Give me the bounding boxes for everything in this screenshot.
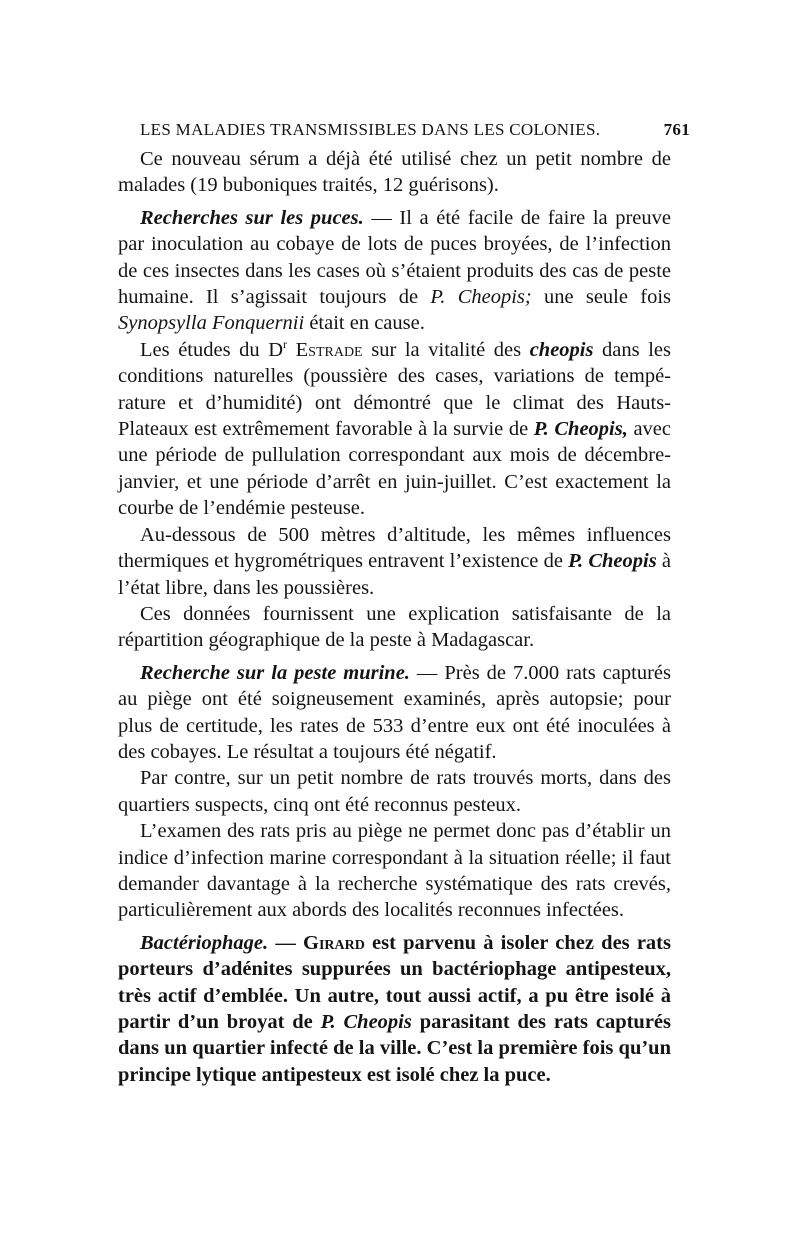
paragraph-text: à l’état libre, dans les poussières. [118, 550, 671, 599]
species-name: Synopsylla Fonquernii [118, 312, 305, 335]
species-name: P. Cheopis; [430, 286, 532, 309]
paragraph-puces [118, 205, 671, 337]
paragraph-text: L’examen des rats pris au piège ne permet donc pas d’établir un indice d’infection marine correspondant à la situation réelle; il faut demander davantage à la recherche systématique des rats crevés, particulièrement aux abords des localités reconnues infectées. [118, 820, 671, 922]
species-name: cheopis [529, 338, 594, 361]
paragraph-text: une seule fois [531, 286, 671, 309]
title-superscript: r [283, 337, 288, 352]
paragraph-par-contre [118, 765, 671, 818]
paragraph-text: est parvenu à isoler chez des rats porteurs d’adénites suppurées un bactériophage antipesteux, très actif d’emblée. Un autre, tout aussi actif, a pu être isolé à partir d’un broyat de [118, 931, 671, 1033]
paragraph-text: Par contre, sur un petit nombre de rats trouvés morts, dans des quartiers suspects, cinq ont été reconnus pesteux. [118, 767, 671, 816]
running-header [140, 120, 690, 146]
paragraph-examen [118, 818, 671, 924]
species-name: P. Cheopis [568, 550, 657, 573]
paragraph-text: — [268, 931, 303, 954]
section-heading-peste-murine: Recherche sur la peste murine. [140, 661, 410, 684]
paragraph-text: — Il a été facile de faire la preuve par inoculation au cobaye de lots de puces broyées, de l’infection de ces insectes dans les cases où s’étaient produits des cas de peste humaine. Il s’agissait toujours de [118, 206, 671, 309]
paragraph-text: Au-dessous de 500 mètres d’altitude, les mêmes influences thermiques et hygrométriques entravent l’existence de [118, 523, 671, 573]
page-number: 761 [663, 120, 690, 139]
paragraph-text: — Près de 7.000 rats capturés au piège ont été soigneusement examinés, après autopsie; pour plus de certitude, les rates de 533 d’entre eux ont été inoculées à des cobayes. Le résultat a toujours été négatif. [118, 661, 671, 763]
running-title: LES MALADIES TRANSMISSIBLES DANS LES COLONIES. [140, 120, 601, 139]
paragraph-text: dans les conditions naturelles (poussière des cases, variations de température et d’humidité) ont démontré que le climat des Hauts-Plateaux est extrêmement favorable à la survie de [118, 338, 671, 441]
paragraph-text: parasitant des rats capturés dans un quartier infecté de la ville. C’est la première fois qu’un principe lytique antipesteux est isolé chez la puce. [118, 1011, 671, 1086]
paragraph-text: sur la vitalité des [362, 338, 530, 361]
author-name: Estrade [295, 338, 363, 361]
paragraph-text: Ces données fournissent une explication satisfaisante de la répartition géographique de la peste à Madagascar. [118, 602, 671, 652]
paragraph-serum [118, 146, 671, 199]
paragraph-altitude [118, 522, 671, 601]
paragraph-estrade [118, 337, 671, 522]
species-name: P. Cheopis, [533, 418, 628, 441]
author-name: Girard [303, 931, 365, 954]
paragraph-text: avec une période de pullulation correspondant aux mois de décembre-janvier, et une période d’arrêt en juin-juillet. C’est exactement la courbe de l’endémie pesteuse. [118, 418, 671, 520]
paragraph-peste-murine [118, 660, 671, 766]
species-name: P. Cheopis [320, 1011, 412, 1033]
paragraph-bacteriophage [118, 930, 671, 1088]
paragraph-text: Les études du D [140, 338, 284, 361]
body-text [118, 146, 671, 1088]
section-heading-bacteriophage: Bactériophage. [140, 931, 269, 954]
paragraph-text: était en cause. [304, 312, 425, 335]
section-heading-puces: Recherches sur les puces. [140, 206, 364, 229]
paragraph-donnees [118, 601, 671, 654]
paragraph-text: Ce nouveau sérum a déjà été utilisé chez un petit nombre de malades (19 buboniques traités, 12 guérisons). [118, 148, 671, 197]
